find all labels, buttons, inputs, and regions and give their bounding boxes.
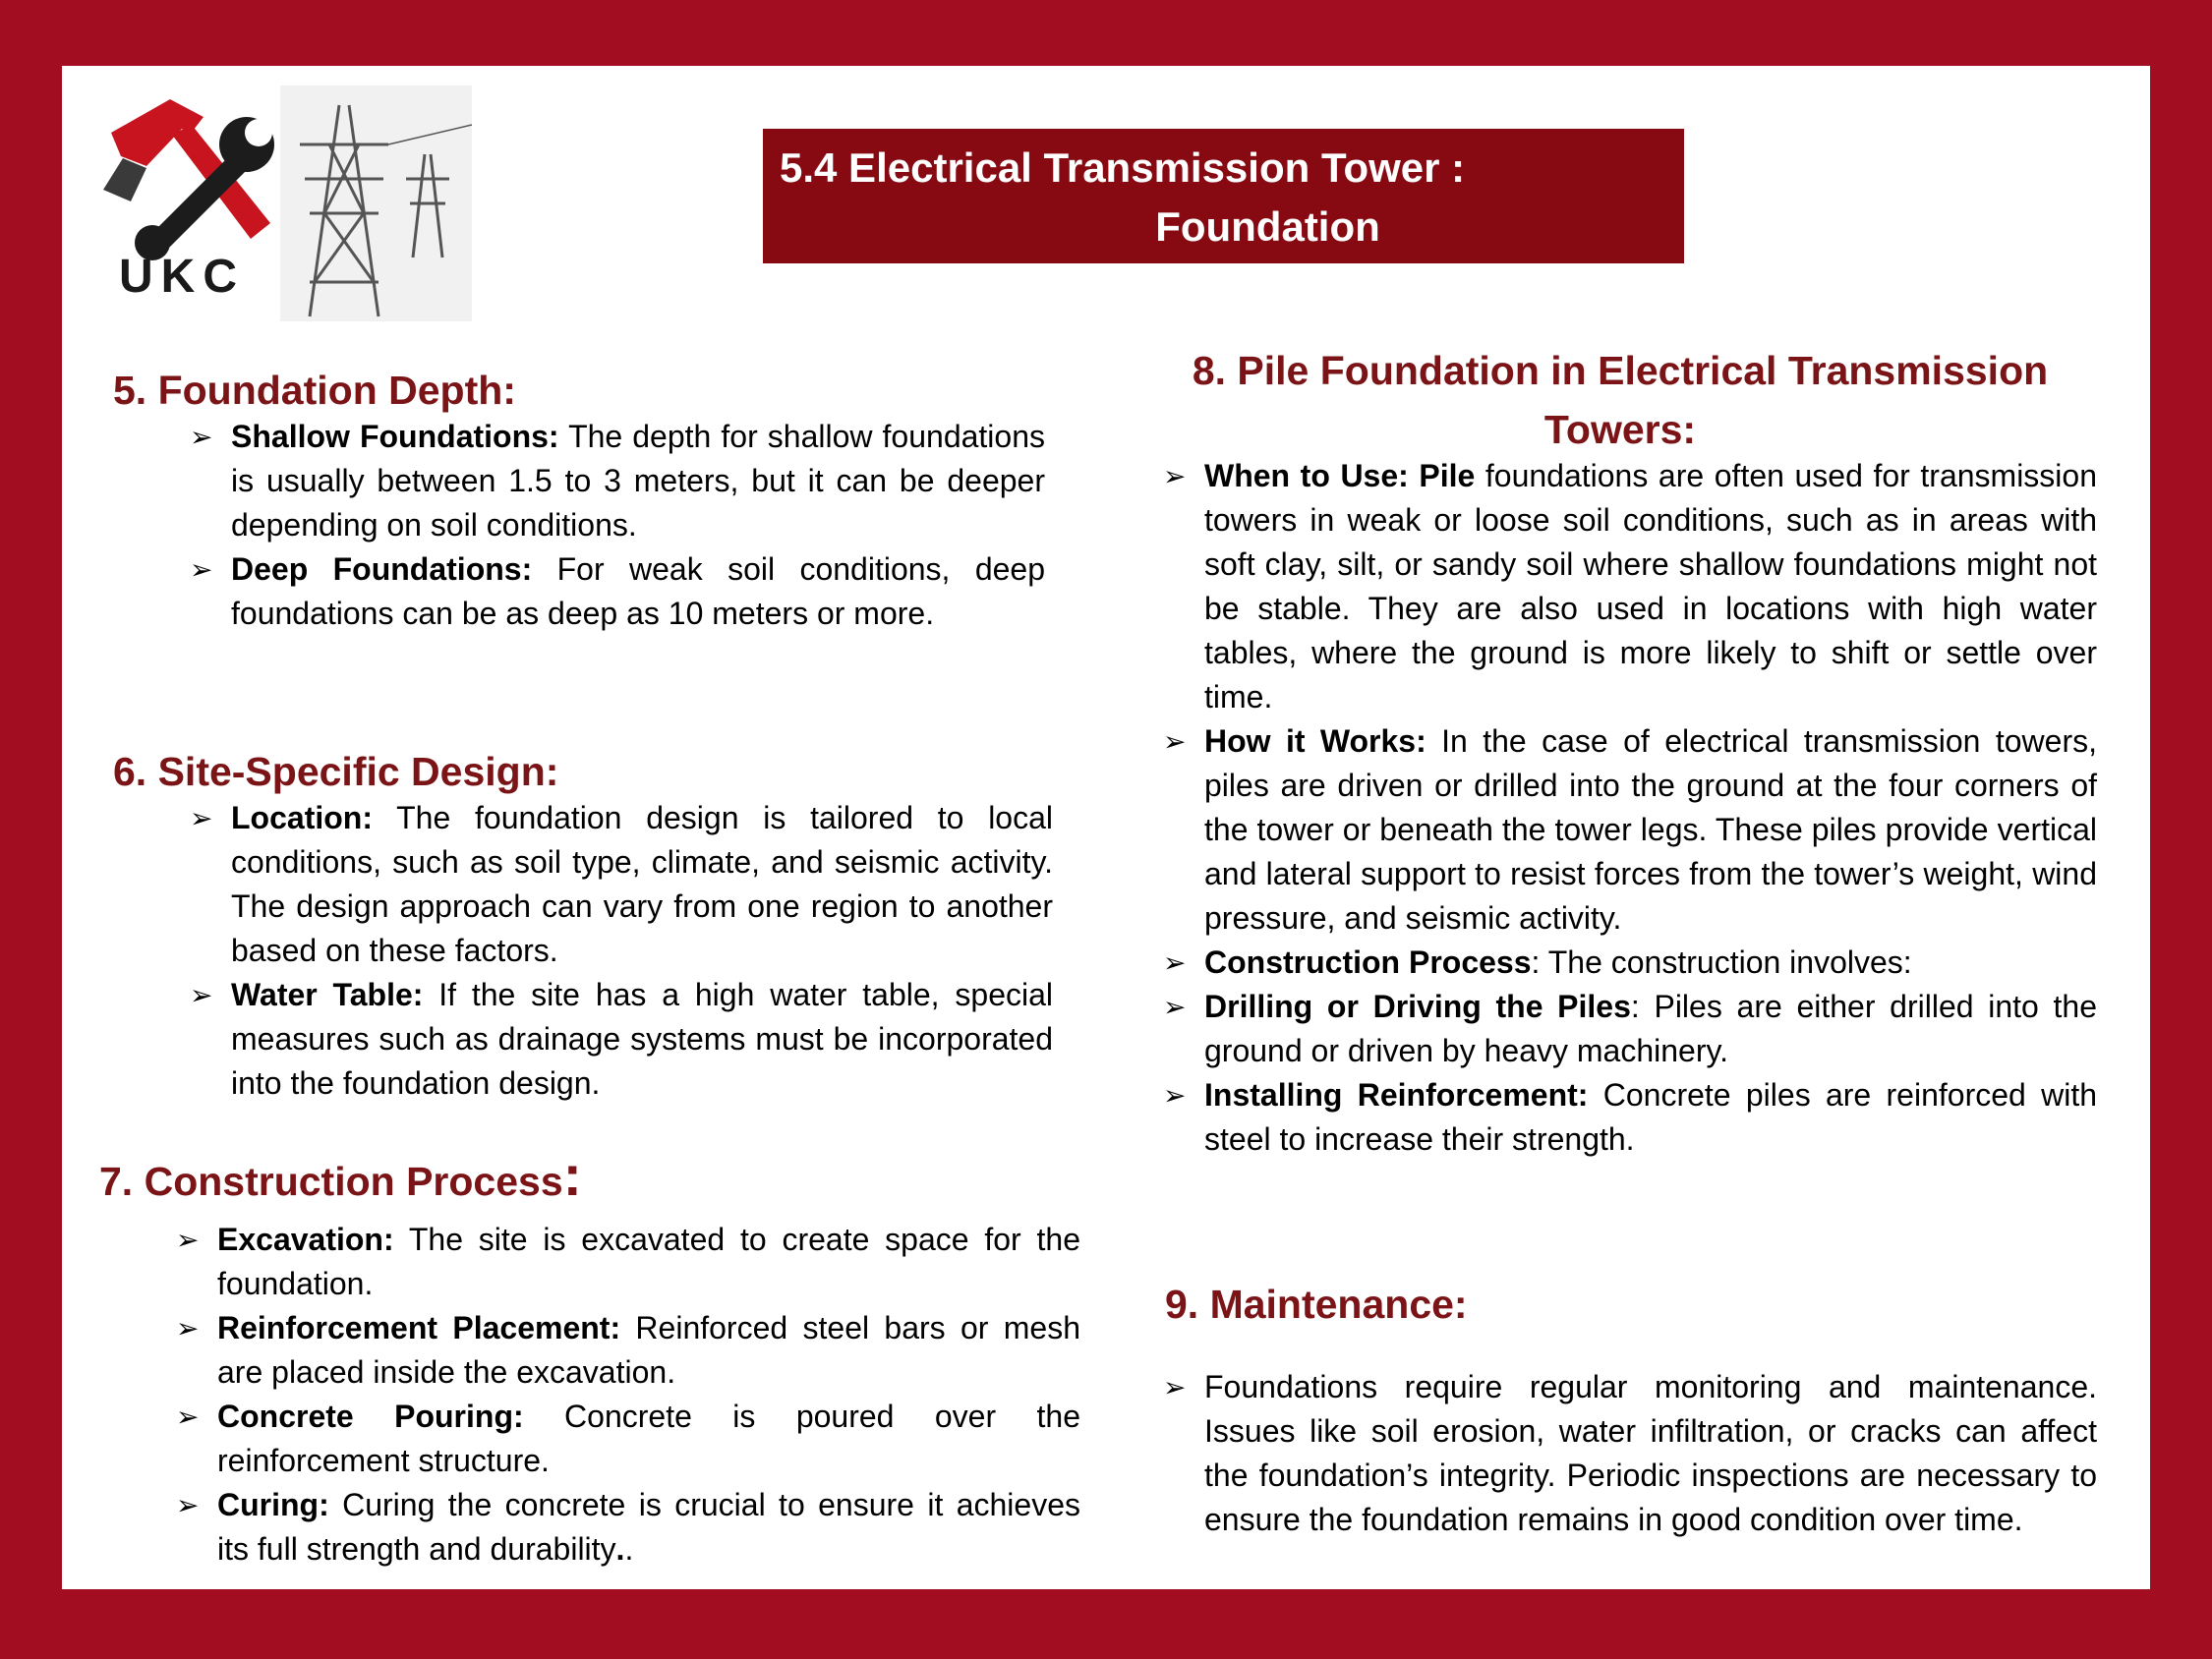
- construction-process-list: [176, 1218, 1080, 1572]
- arrow-bullet-icon: ➢: [1163, 992, 1187, 1022]
- section-construction-process: [99, 1144, 1033, 1211]
- title-line-1: 5.4 Electrical Transmission Tower :: [780, 144, 1466, 191]
- maintenance-list: [1163, 1365, 2097, 1542]
- arrow-bullet-icon: ➢: [176, 1225, 200, 1255]
- title-line-2: Foundation: [1155, 203, 1380, 250]
- list-item: ➢ Foundations require regular monitoring and maintenance. Issues like soil erosion, water infiltration, or cracks can affect the foundation’s integrity. Periodic inspections are necessary to ensure the foundation remains in good condition over time.: [1163, 1365, 2097, 1542]
- arrow-bullet-icon: ➢: [1163, 947, 1187, 978]
- arrow-bullet-icon: ➢: [176, 1402, 200, 1432]
- section-site-specific-design: [113, 742, 1047, 801]
- arrow-bullet-icon: ➢: [176, 1490, 200, 1520]
- section-pile-foundation: [1143, 341, 2097, 459]
- arrow-bullet-icon: ➢: [190, 803, 213, 833]
- title-banner: [763, 129, 1684, 263]
- page: [62, 66, 2150, 1589]
- list-item: ➢ How it Works: In the case of electrical transmission towers, piles are driven or drilled into the ground at the four corners of the tower or beneath the tower legs. These piles provide vertical and lateral support to resist forces from the tower’s weight, wind pressure, and seismic activity.: [1163, 719, 2097, 941]
- list-item: ➢ Concrete Pouring: Concrete is poured over the reinforcement structure.: [176, 1395, 1080, 1483]
- foundation-depth-list: [190, 415, 1045, 636]
- list-item: ➢ Location: The foundation design is tailored to local conditions, such as soil type, climate, and seismic activity. The design approach can vary from one region to another based on these factors.: [190, 796, 1053, 973]
- list-item: ➢ When to Use: Pile foundations are often used for transmission towers in weak or loose soil conditions, such as in areas with soft clay, silt, or sandy soil where shallow foundations might not be stable. They are also used in locations with high water tables, where the ground is more likely to shift or settle over time.: [1163, 454, 2097, 719]
- section-maintenance: [1165, 1275, 2099, 1334]
- list-item: ➢ Deep Foundations: For weak soil conditions, deep foundations can be as deep as 10 meters or more.: [190, 547, 1045, 636]
- list-item: ➢ Reinforcement Placement: Reinforced steel bars or mesh are placed inside the excavation.: [176, 1306, 1080, 1395]
- section-heading: 5. Foundation Depth:: [113, 368, 516, 413]
- hammer-wrench-icon: [103, 99, 274, 260]
- logo-text: UKC: [119, 251, 245, 303]
- list-item: ➢ Excavation: The site is excavated to create space for the foundation.: [176, 1218, 1080, 1306]
- list-item: ➢ Installing Reinforcement: Concrete piles are reinforced with steel to increase their strength.: [1163, 1073, 2097, 1162]
- list-item: ➢ Water Table: If the site has a high water table, special measures such as drainage systems must be incorporated into the foundation design.: [190, 973, 1053, 1106]
- arrow-bullet-icon: ➢: [1163, 1080, 1187, 1111]
- arrow-bullet-icon: ➢: [190, 980, 213, 1010]
- section-foundation-depth: [113, 361, 1047, 420]
- section-heading: 6. Site-Specific Design:: [113, 749, 559, 794]
- arrow-bullet-icon: ➢: [1163, 726, 1187, 757]
- section-heading: 7. Construction Process:: [99, 1144, 582, 1208]
- arrow-bullet-icon: ➢: [190, 422, 213, 452]
- list-item: ➢ Shallow Foundations: The depth for shallow foundations is usually between 1.5 to 3 meters, but it can be deeper depending on soil conditions.: [190, 415, 1045, 547]
- arrow-bullet-icon: ➢: [190, 554, 213, 585]
- arrow-bullet-icon: ➢: [176, 1313, 200, 1344]
- section-heading: 8. Pile Foundation in Electrical Transmission Towers:: [1192, 348, 2049, 452]
- list-item: ➢ Curing: Curing the concrete is crucial to ensure it achieves its full strength and durability..: [176, 1483, 1080, 1572]
- section-heading: 9. Maintenance:: [1165, 1282, 1468, 1327]
- ukc-logo: [84, 86, 472, 321]
- pile-foundation-list: [1163, 454, 2097, 1162]
- site-design-list: [190, 796, 1053, 1106]
- arrow-bullet-icon: ➢: [1163, 1372, 1187, 1402]
- arrow-bullet-icon: ➢: [1163, 461, 1187, 491]
- list-item: ➢ Construction Process: The construction involves:: [1163, 941, 2097, 985]
- list-item: ➢ Drilling or Driving the Piles: Piles are either drilled into the ground or driven by heavy machinery.: [1163, 985, 2097, 1073]
